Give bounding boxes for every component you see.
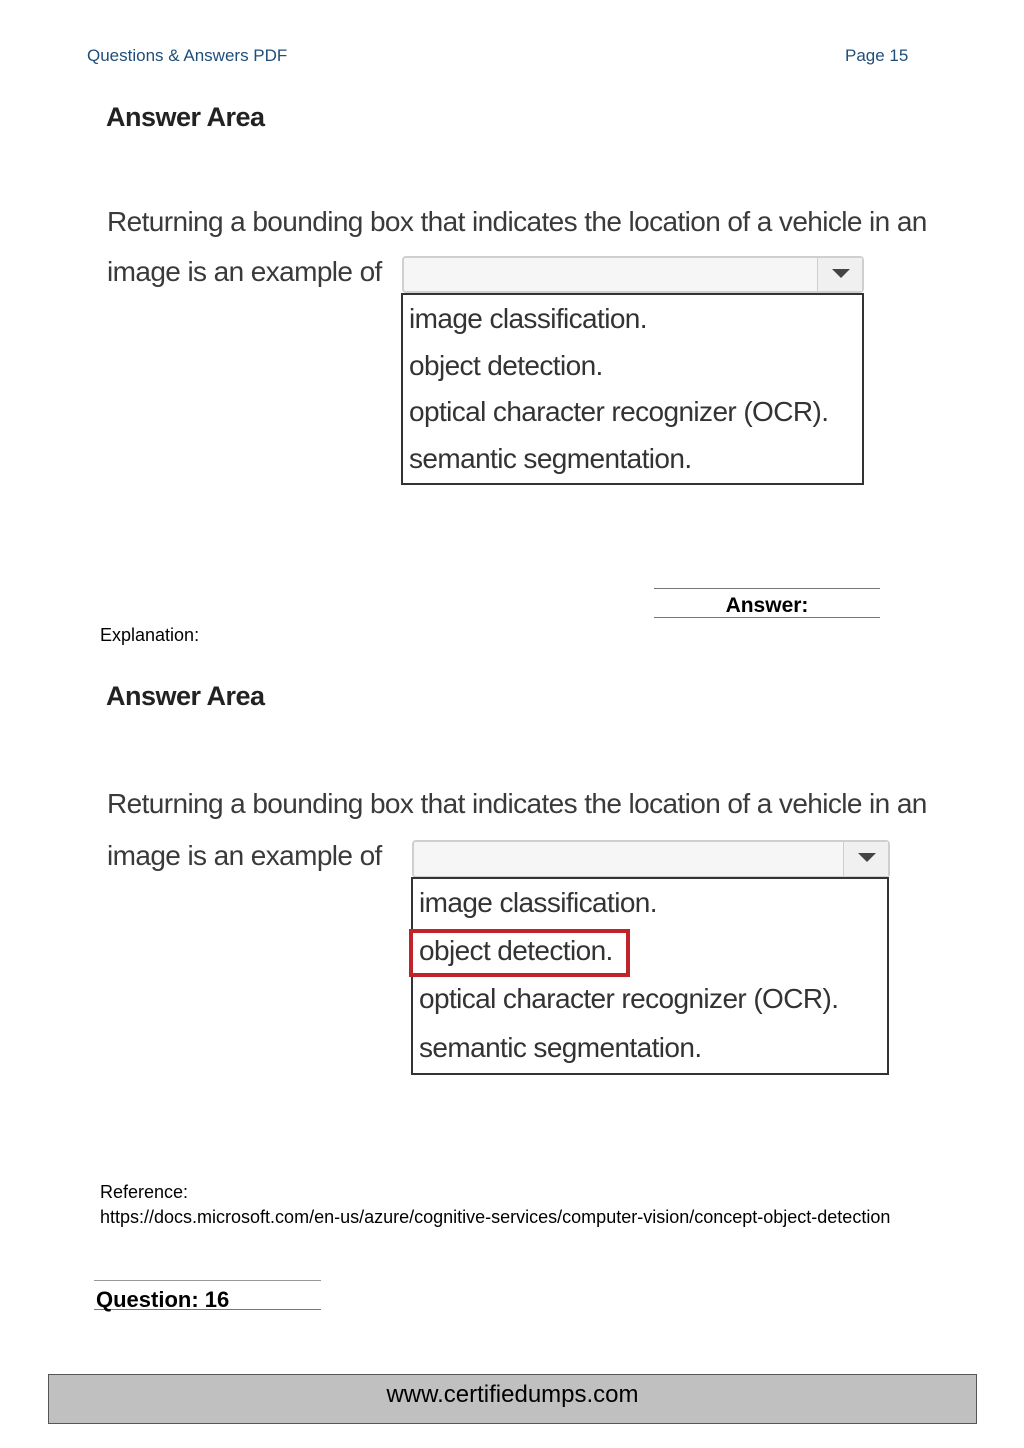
question-text-line-1: Returning a bounding box that indicates the location of a vehicle in an — [107, 206, 927, 237]
page-footer — [48, 1374, 977, 1424]
dropdown-option[interactable]: image classification. — [409, 303, 647, 334]
footer-website[interactable]: www.certifiedumps.com — [386, 1381, 639, 1408]
answer-area-title: Answer Area — [106, 681, 265, 711]
dropdown-option[interactable]: semantic segmentation. — [409, 443, 692, 474]
question-text-line-2: image is an example of — [107, 840, 382, 871]
question-text-line-1: Returning a bounding box that indicates the location of a vehicle in an — [107, 788, 927, 819]
answer-area-title: Answer Area — [106, 102, 265, 132]
reference-link[interactable]: https://docs.microsoft.com/en-us/azure/cognitive-services/computer-vision/concept-object-detection — [100, 1206, 891, 1227]
dropdown-option[interactable]: optical character recognizer (OCR). — [409, 396, 829, 427]
reference-label: Reference: — [100, 1182, 189, 1202]
question-text-line-2: image is an example of — [107, 256, 382, 287]
reference-block — [100, 1180, 920, 1229]
answer-dropdown[interactable] — [412, 840, 890, 878]
answer-heading: Answer: — [654, 588, 880, 618]
question-number: Question: 16 — [96, 1287, 230, 1312]
next-question-heading — [94, 1280, 321, 1310]
page-number: Page 15 — [845, 46, 909, 65]
dropdown-option[interactable]: optical character recognizer (OCR). — [419, 983, 839, 1014]
dropdown-option[interactable]: semantic segmentation. — [419, 1032, 702, 1063]
dropdown-option[interactable]: object detection. — [409, 350, 603, 381]
chevron-down-icon — [858, 853, 876, 862]
chevron-down-icon — [832, 269, 850, 278]
dropdown-option[interactable]: image classification. — [419, 887, 657, 918]
dropdown-toggle[interactable] — [843, 842, 888, 876]
explanation-label: Explanation: — [100, 625, 200, 645]
answer-dropdown[interactable] — [402, 256, 864, 293]
dropdown-options-list — [401, 293, 864, 485]
dropdown-option-selected[interactable]: object detection. — [419, 935, 613, 966]
document-header-title: Questions & Answers PDF — [87, 46, 288, 65]
correct-answer-highlight — [409, 929, 630, 977]
dropdown-toggle[interactable] — [817, 258, 862, 291]
